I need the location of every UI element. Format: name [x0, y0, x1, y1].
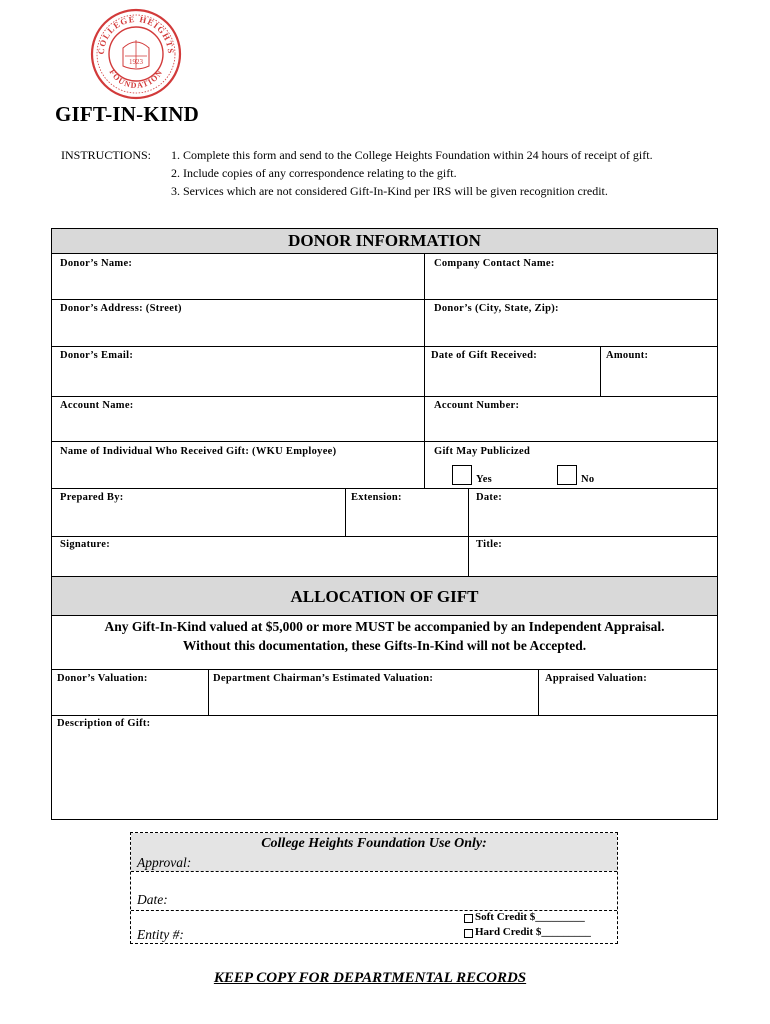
amount-field[interactable]: Amount: — [606, 350, 649, 361]
donor-email-field[interactable]: Donor’s Email: — [60, 350, 134, 361]
title-field[interactable]: Title: — [476, 539, 503, 550]
office-use-title: College Heights Foundation Use Only: — [261, 836, 487, 851]
city-state-zip-field[interactable]: Donor’s (City, State, Zip): — [434, 303, 559, 314]
foundation-seal — [90, 8, 182, 100]
publicize-no-checkbox[interactable] — [557, 465, 577, 485]
instruction-item: 2. Include copies of any correspondence relating to the gift. — [171, 166, 457, 180]
instructions-label: INSTRUCTIONS: — [61, 148, 152, 162]
footer-note: KEEP COPY FOR DEPARTMENTAL RECORDS — [213, 970, 527, 986]
instruction-item: 1. Complete this form and send to the College Heights Foundation within 24 hours of receipt of gift. — [171, 148, 653, 162]
allocation-header: ALLOCATION OF GIFT — [52, 577, 717, 615]
office-date-field[interactable]: Date: — [137, 892, 168, 907]
instruction-item: 3. Services which are not considered Gift-In-Kind per IRS will be given recognition credit. — [171, 184, 608, 198]
date-field[interactable]: Date: — [476, 492, 502, 503]
gift-form — [51, 228, 718, 820]
soft-credit-checkbox[interactable] — [464, 914, 473, 923]
entity-field[interactable]: Entity #: — [137, 927, 184, 942]
publicized-label: Gift May Publicized — [434, 446, 531, 457]
donor-name-field[interactable]: Donor’s Name: — [60, 258, 133, 269]
seal-top-text: COLLEGE HEIGHTS — [95, 13, 177, 55]
description-field[interactable]: Description of Gift: — [57, 718, 151, 729]
received-by-field[interactable]: Name of Individual Who Received Gift: (WKU Employee) — [60, 446, 337, 457]
account-name-field[interactable]: Account Name: — [60, 400, 134, 411]
appraised-valuation-field[interactable]: Appraised Valuation: — [545, 673, 647, 684]
account-number-field[interactable]: Account Number: — [434, 400, 520, 411]
appraisal-warning-line2: Without this documentation, these Gifts-In-Kind will not be Accepted. — [182, 638, 587, 653]
seal-bottom-text: FOUNDATION — [107, 67, 165, 91]
publicize-yes-checkbox[interactable] — [452, 465, 472, 485]
prepared-by-field[interactable]: Prepared By: — [60, 492, 124, 503]
signature-field[interactable]: Signature: — [60, 539, 111, 550]
hard-credit-checkbox[interactable] — [464, 929, 473, 938]
approval-field[interactable]: Approval: — [137, 855, 192, 870]
hard-credit-label: Hard Credit $_________ — [475, 926, 591, 938]
soft-credit-label: Soft Credit $_________ — [475, 911, 585, 923]
appraisal-warning-line1: Any Gift-In-Kind valued at $5,000 or more MUST be accompanied by an Independent Appraisal. — [104, 619, 665, 634]
publicize-yes-label: Yes — [476, 474, 493, 485]
extension-field[interactable]: Extension: — [351, 492, 402, 503]
donor-valuation-field[interactable]: Donor’s Valuation: — [57, 673, 148, 684]
seal-center-text: 1923 — [129, 58, 143, 66]
svg-text:FOUNDATION — [107, 68, 164, 90]
donor-information-header: DONOR INFORMATION — [52, 229, 717, 253]
company-contact-field[interactable]: Company Contact Name: — [434, 258, 555, 269]
publicize-no-label: No — [581, 474, 595, 485]
form-title: GIFT-IN-KIND — [55, 102, 199, 126]
chairman-valuation-field[interactable]: Department Chairman’s Estimated Valuation: — [213, 673, 434, 684]
donor-address-field[interactable]: Donor’s Address: (Street) — [60, 303, 182, 314]
date-received-field[interactable]: Date of Gift Received: — [431, 350, 538, 361]
